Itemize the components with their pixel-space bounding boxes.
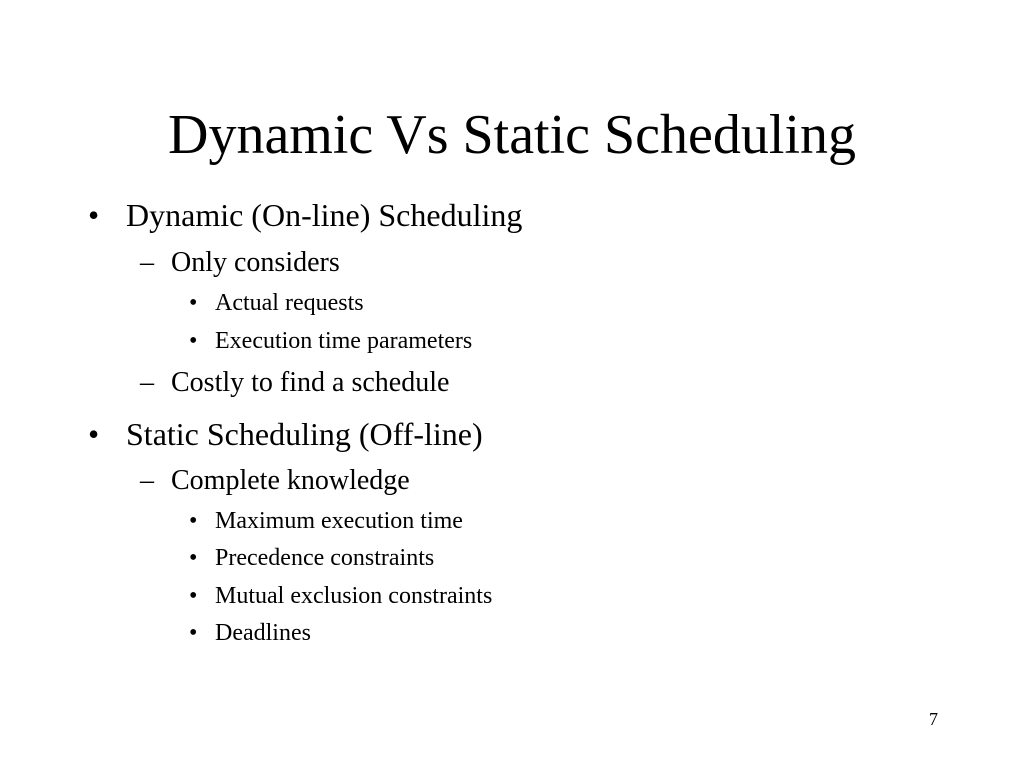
dash-icon: – [140,247,154,278]
bullet-icon: • [88,416,100,452]
bullet-text: Static Scheduling (Off-line) [126,416,483,452]
bullet-icon: • [189,620,198,646]
detail-item-text: Execution time parameters [215,328,473,354]
sub-item-text: Complete knowledge [171,465,410,496]
bullet-icon: • [189,583,198,609]
detail-item-text: Deadlines [215,620,311,646]
detail-item-text: Maximum execution time [215,508,463,534]
bullet-icon: • [189,328,198,354]
sub-item-text: Costly to find a schedule [171,367,450,398]
dash-icon: – [140,465,154,496]
bullet-icon: • [189,545,198,571]
slide-title: Dynamic Vs Static Scheduling [168,104,856,166]
dash-icon: – [140,367,154,398]
bullet-icon: • [189,508,198,534]
bullet-icon: • [88,197,100,233]
detail-item-text: Actual requests [215,290,364,316]
bullet-text: Dynamic (On-line) Scheduling [126,197,523,233]
bullet-icon: • [189,290,198,316]
detail-item-text: Mutual exclusion constraints [215,583,493,609]
sub-item-text: Only considers [171,247,340,278]
detail-item-text: Precedence constraints [215,545,435,571]
page-number: 7 [929,709,938,729]
